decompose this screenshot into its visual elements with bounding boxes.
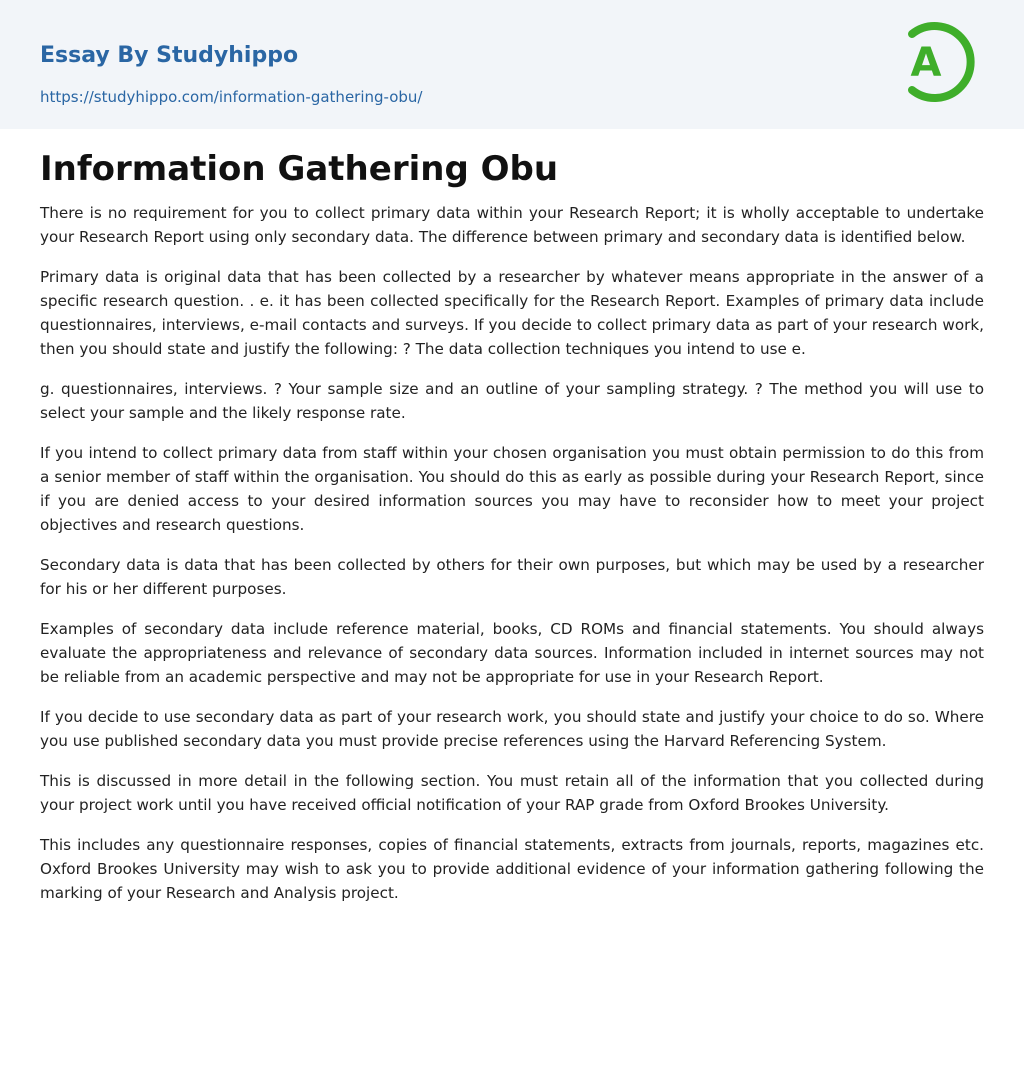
article <box>0 149 1024 905</box>
article-paragraph: If you decide to use secondary data as part of your research work, you should state and justify your choice to do so. Where you use published secondary data you must provide precise references using the Harvard Referencing System. <box>40 708 984 750</box>
article-paragraph: This is discussed in more detail in the following section. You must retain all of the information that you collected during your project work until you have received official notification of your RAP grade from Oxford Brookes University. <box>40 772 984 814</box>
brand-title: Essay By Studyhippo <box>40 43 299 68</box>
studyhippo-logo-icon[interactable] <box>900 20 984 104</box>
article-paragraph: g. questionnaires, interviews. ? Your sample size and an outline of your sampling strategy. ? The method you will use to select your sample and the likely response rate. <box>40 380 984 422</box>
logo-letter: A <box>910 40 942 86</box>
article-paragraph: This includes any questionnaire responses, copies of financial statements, extracts from journals, reports, magazines etc. Oxford Brookes University may wish to ask you to provide additional evidence of your information gathering following the marking of your Research and Analysis project. <box>40 836 984 902</box>
site-header <box>0 0 1024 129</box>
article-paragraph: If you intend to collect primary data from staff within your chosen organisation you must obtain permission to do this from a senior member of staff within the organisation. You should do this as early as possible during your Research Report, since if you are denied access to your desired information sources you may have to reconsider how to meet your project objectives and research questions. <box>40 444 984 534</box>
article-paragraph: There is no requirement for you to collect primary data within your Research Report; it is wholly acceptable to undertake your Research Report using only secondary data. The difference between primary and secondary data is identified below. <box>40 204 984 246</box>
article-paragraph: Secondary data is data that has been collected by others for their own purposes, but which may be used by a researcher for his or her different purposes. <box>40 556 984 598</box>
source-url-link[interactable]: https://studyhippo.com/information-gathering-obu/ <box>40 88 423 106</box>
article-paragraph: Examples of secondary data include reference material, books, CD ROMs and financial statements. You should always evaluate the appropriateness and relevance of secondary data sources. Information included in internet sources may not be reliable from an academic perspective and may not be appropriate for use in your Research Report. <box>40 620 984 686</box>
article-paragraph: Primary data is original data that has been collected by a researcher by whatever means appropriate in the answer of a specific research question. . e. it has been collected specifically for the Research Report. Examples of primary data include questionnaires, interviews, e-mail contacts and surveys. If you decide to collect primary data as part of your research work, then you should state and justify the following: ? The data collection techniques you intend to use e. <box>40 268 984 358</box>
page-title: Information Gathering Obu <box>40 149 559 189</box>
